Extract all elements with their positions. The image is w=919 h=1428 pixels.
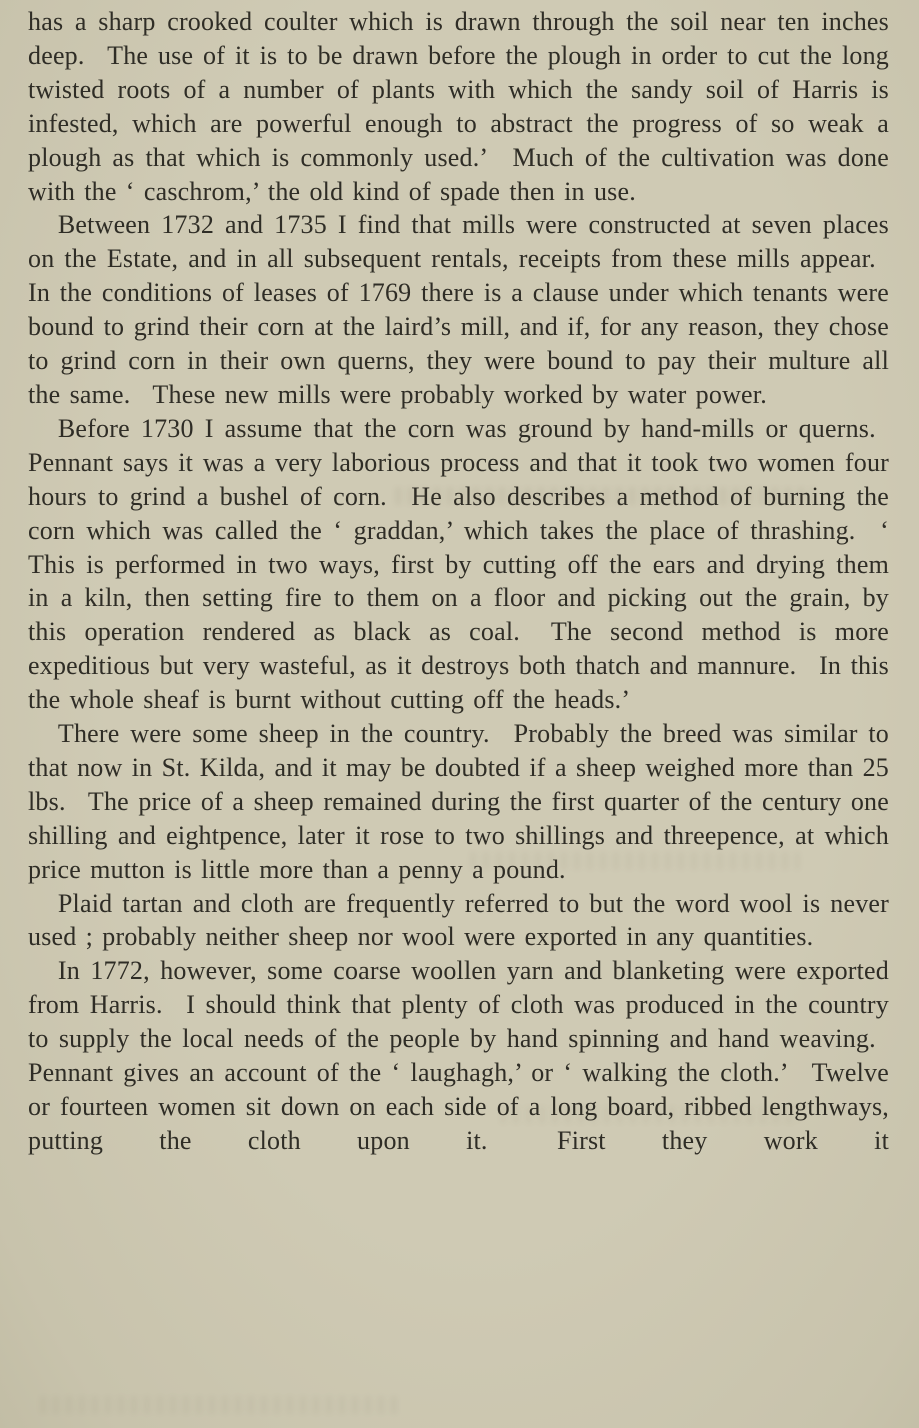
paragraph-mills-constructed: Between 1732 and 1735 I find that mills were constructed at seven places on the Estate, and in all subsequent rentals, receipts from these mills appear. In the conditions of leases of 1769 there is a clause under which tenants were bound to grind their corn at the laird’s mill, and if, for any reason, they chose to grind corn in their own querns, they were bound to pay their multure all the same. These new mills were probably worked by water power.	[28, 210, 889, 409]
paragraph-sheep-prices: There were some sheep in the country. Probably the breed was similar to that now in St. Kilda, and it may be doubted if a sheep weighed more than 25 lbs. The price of a sheep remained during the first quarter of the century one shilling and eightpence, later it rose to two shillings and threepence, at which price mutton is little more than a penny a pound.	[28, 719, 889, 884]
paragraph-woollen-yarn-export: In 1772, however, some coarse woollen yarn and blanketing were exported from Harris. I should think that plenty of cloth was produced in the country to supply the local needs of the people by hand spinning and hand weaving. Pennant gives an account of the ‘ laughagh,’ or ‘ walking the cloth.’ Twelve or fourteen women sit down on each side of a long board, ribbed lengthways, putting the cloth upon it. First they work it	[28, 956, 889, 1155]
paragraph-plaid-tartan: Plaid tartan and cloth are frequently referred to but the word wool is never used ; probably neither sheep nor wool were exported in any quantities.	[28, 888, 889, 952]
paragraph-hand-mills-graddan: Before 1730 I assume that the corn was ground by hand-mills or querns. Pennant says it was a very laborious process and that it took two women four hours to grind a bushel of corn. He also describes a method of burning the corn which was called the ‘ graddan,’ which takes the place of thrashing. ‘ This is performed in two ways, first by cutting off the ears and drying them in a kiln, then setting fire to them on a floor and picking out the grain, by this operation rendered as black as coal. The second method is more expeditious but very wasteful, as it destroys both thatch and mannure. In this the whole sheaf is burnt without cutting off the heads.’	[28, 413, 889, 715]
paragraph-coulter-continuation: has a sharp crooked coulter which is drawn through the soil near ten inches deep. The use of it is to be drawn before the plough in order to cut the long twisted roots of a number of plants with which the sandy soil of Harris is infested, which are powerful enough to abstract the progress of so weak a plough as that which is commonly used.’ Much of the cultivation was done with the ‘ caschrom,’ the old kind of spade then in use.	[28, 7, 889, 206]
ink-bleed-artifact	[40, 1396, 400, 1414]
